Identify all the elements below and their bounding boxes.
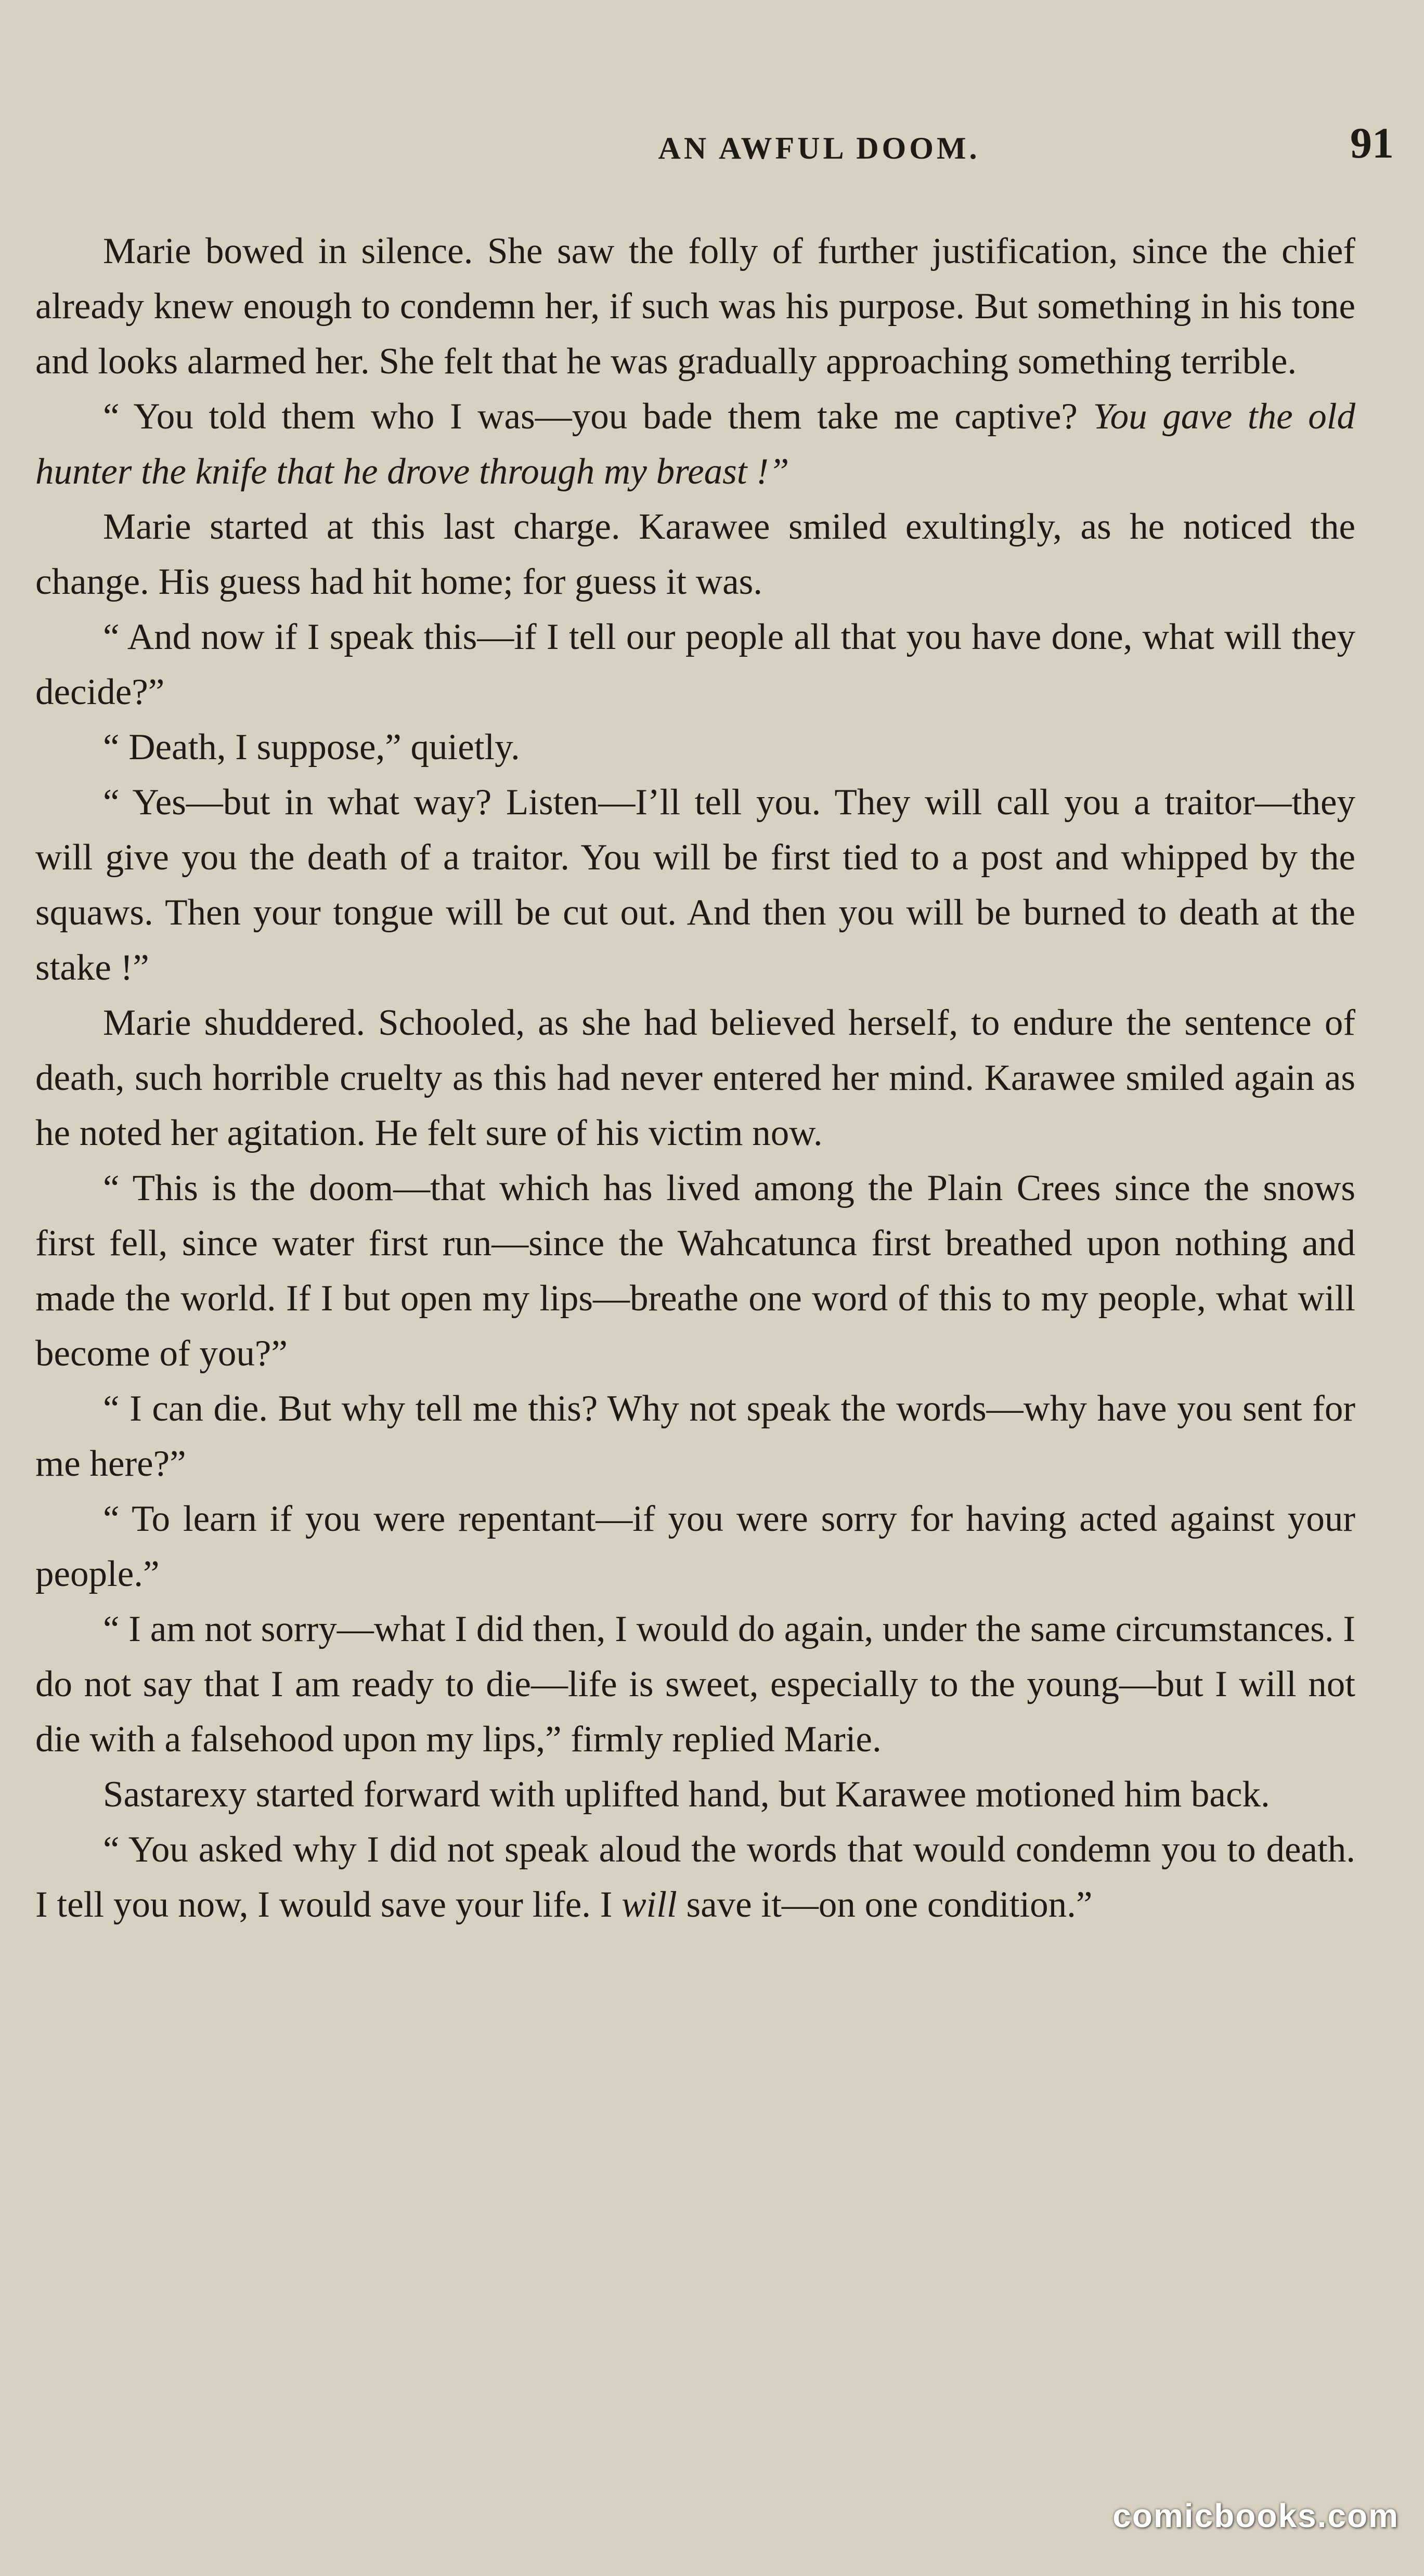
- paragraph-text: “ I am not sorry—what I did then, I would do again, under the same circumstances. I do not say that I am ready to die—life is sweet, especially to the young—but I will not die with a falsehood upon my lips,” firmly replied Marie.: [35, 1609, 1355, 1760]
- paragraph-text: “ To learn if you were repentant—if you were sorry for having acted against your people.”: [35, 1499, 1355, 1594]
- paragraph: [35, 775, 1355, 995]
- paragraph-text: Sastarexy started forward with uplifted hand, but Karawee motioned him back.: [103, 1774, 1270, 1815]
- paragraph: [35, 609, 1355, 720]
- paragraph-text: Marie shuddered. Schooled, as she had believed herself, to endure the sentence of death, such horrible cruelty as this had never entered her mind. Karawee smiled again as he noted her agitation. He felt sure of his victim now.: [35, 1003, 1355, 1153]
- paragraph: [35, 1491, 1355, 1602]
- body-text: [35, 224, 1355, 1932]
- paragraph: [35, 1161, 1355, 1381]
- paragraph-text: Marie started at this last charge. Karawee smiled exultingly, as he noticed the change. His guess had hit home; for guess it was.: [35, 506, 1355, 602]
- page-number: 91: [1350, 119, 1394, 167]
- paragraph-text: “ Death, I suppose,” quietly.: [103, 727, 520, 767]
- italic-text: You gave the old hunter the knife that he drove through my breast !”: [35, 396, 1356, 492]
- paragraph: [35, 224, 1355, 389]
- running-title: AN AWFUL DOOM.: [658, 131, 980, 165]
- italic-text: will: [622, 1884, 677, 1925]
- paragraph-text: “ Yes—but in what way? Listen—I’ll tell you. They will call you a traitor—they will give you the death of a traitor. You will be first tied to a post and whipped by the squaws. Then your tongue will be cut out. And then you will be burned to death at the stake !”: [35, 782, 1355, 988]
- paragraph-text: “ You told them who I was—you bade them take me captive?: [103, 396, 1078, 437]
- paragraph: [35, 720, 1355, 775]
- paragraph: [35, 1381, 1355, 1491]
- paragraph-text: “ This is the doom—that which has lived among the Plain Crees since the snows first fell, since water first run—since the Wahcatunca first breathed upon nothing and made the world. If I but open my lips—breathe one word of this to my people, what will become of you?”: [35, 1168, 1355, 1374]
- watermark: comicbooks.com: [1112, 2497, 1399, 2534]
- paragraph-text: “ And now if I speak this—if I tell our people all that you have done, what will they decide?”: [35, 617, 1355, 712]
- paragraph: [35, 499, 1355, 609]
- paragraph: [35, 1767, 1355, 1822]
- paragraph: [35, 1822, 1355, 1932]
- paragraph: [35, 389, 1355, 499]
- paragraph-text: “ I can die. But why tell me this? Why not speak the words—why have you sent for me here?”: [35, 1388, 1355, 1484]
- paragraph-text: Marie bowed in silence. She saw the folly of further justification, since the chief already knew enough to condemn her, if such was his purpose. But something in his tone and looks alarmed her. She felt that he was gradually approaching something terrible.: [35, 231, 1355, 382]
- paragraph: [35, 995, 1355, 1161]
- paragraph: [35, 1602, 1355, 1767]
- paragraph-text-end: save it—on one condition.”: [686, 1884, 1093, 1925]
- paragraph-text: “ You asked why I did not speak aloud the words that would condemn you to death. I tell you now, I would save your life. I: [35, 1829, 1355, 1925]
